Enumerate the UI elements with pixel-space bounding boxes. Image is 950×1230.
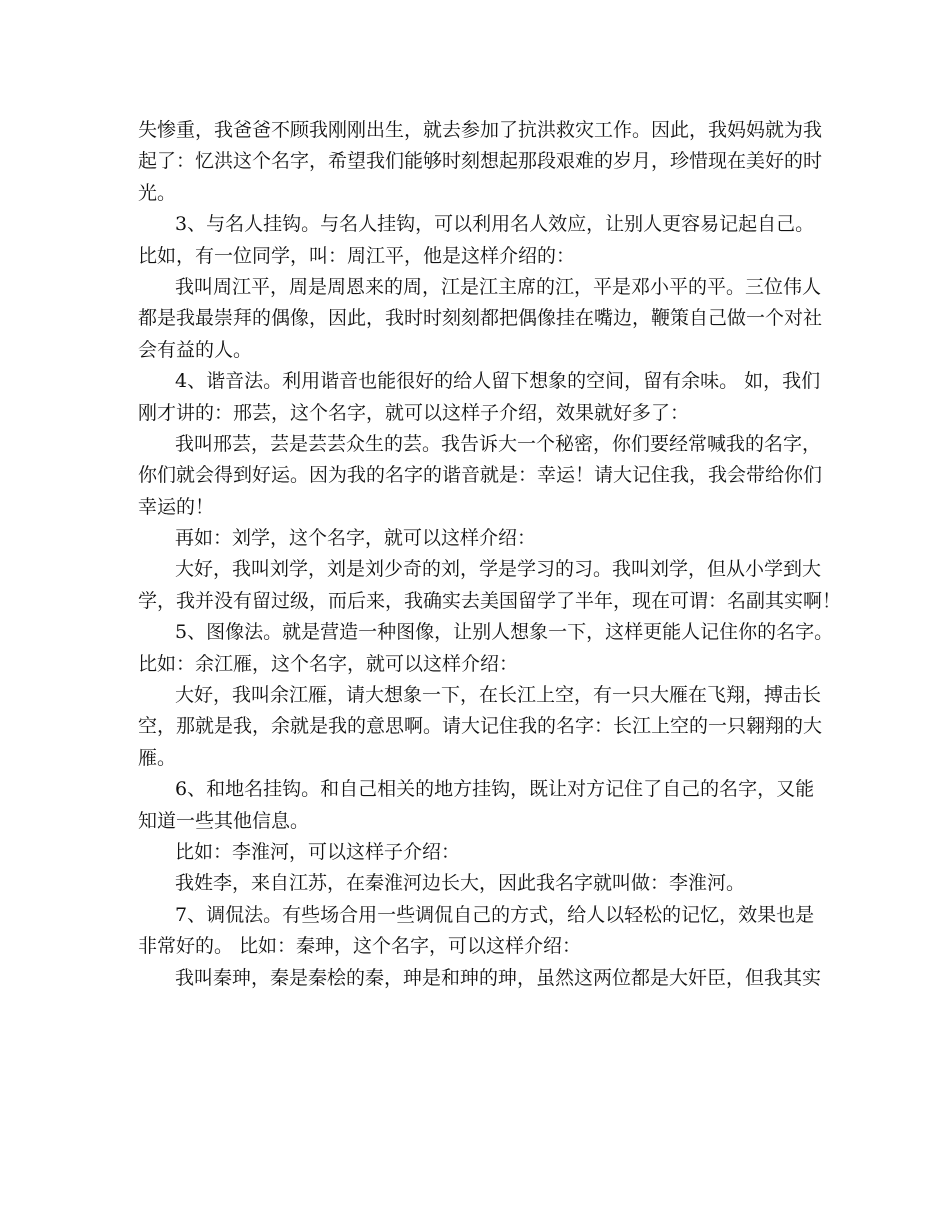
text-line: 知道一些其他信息。 [138,809,310,832]
text-line: 我姓李，来自江苏，在秦淮河边长大，因此我名字就叫做：李淮河。 [175,872,746,895]
text-line: 非常好的。 比如：秦珅，这个名字，可以这样介绍： [138,935,582,958]
text-line: 大好，我叫刘学，刘是刘少奇的刘，学是学习的习。我叫刘学，但从小学到大 [175,558,822,581]
document-body [138,115,842,994]
text-line: 刚才讲的：邢芸，这个名字，就可以这样子介绍，效果就好多了： [138,401,690,424]
text-line: 雁。 [138,746,177,769]
text-line: 失惨重，我爸爸不顾我刚刚出生，就去参加了抗洪救灾工作。因此，我妈妈就为我 [138,119,823,141]
text-line: 比如：李淮河，可以这样子介绍： [175,840,461,863]
text-line: 6、和地名挂钩。和自己相关的地方挂钩，既让对方记住了自己的名字，又能 [175,778,815,801]
text-line: 7、调侃法。有些场合用一些调侃自己的方式，给人以轻松的记忆，效果也是 [175,903,815,926]
text-line: 空，那就是我，余就是我的意思啊。请大记住我的名字：长江上空的一只翱翔的大 [138,715,823,738]
text-line: 再如：刘学，这个名字，就可以这样介绍： [175,527,537,550]
text-line: 我叫周江平，周是周恩来的周，江是江主席的江，平是邓小平的平。三位伟人 [175,275,822,298]
text-line: 学，我并没有留过级，而后来，我确实去美国留学了半年，现在可谓：名副其实啊！ [138,589,842,612]
text-line: 比如，有一位同学，叫：周江平，他是这样介绍的： [138,244,576,267]
text-line: 我叫秦珅，秦是秦桧的秦，珅是和珅的珅，虽然这两位都是大奸臣，但我其实 [175,966,822,989]
text-line: 你们就会得到好运。因为我的名字的谐音就是：幸运！请大记住我，我会带给你们 [138,464,823,487]
text-line: 都是我最崇拜的偶像，因此，我时时刻刻都把偶像挂在嘴边，鞭策自己做一个对社 [138,307,823,330]
text-line: 会有益的人。 [138,338,253,361]
text-line: 5、图像法。就是营造一种图像，让别人想象一下，这样更能人记住你的名字。 [175,621,834,644]
text-line: 我叫邢芸，芸是芸芸众生的芸。我告诉大一个秘密，你们要经常喊我的名字， [175,432,822,455]
text-line: 起了：忆洪这个名字，希望我们能够时刻想起那段艰难的岁月，珍惜现在美好的时 [138,150,823,173]
text-line: 比如：余江雁，这个名字，就可以这样介绍： [138,652,519,675]
text-line: 光。 [138,181,177,204]
text-line: 幸运的！ [138,495,215,518]
text-line: 大好，我叫余江雁，请大想象一下，在长江上空，有一只大雁在飞翔，搏击长 [175,684,822,707]
text-line: 4、谐音法。利用谐音也能很好的给人留下想象的空间，留有余味。 如，我们 [175,370,821,393]
text-line: 3、与名人挂钩。与名人挂钩，可以利用名人效应，让别人更容易记起自己。 [175,213,815,236]
